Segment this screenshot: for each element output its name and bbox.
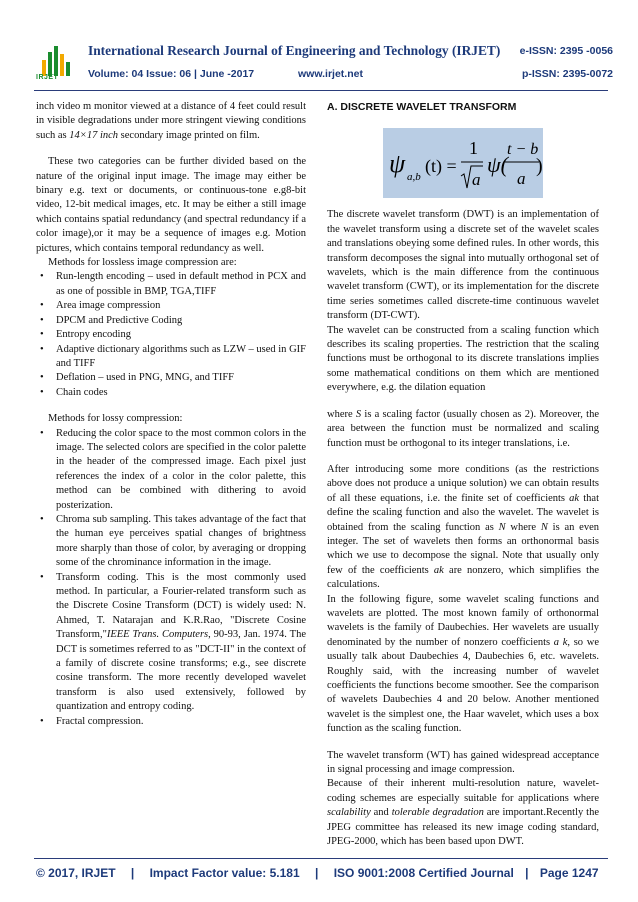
lossy-list (36, 427, 306, 730)
list-item: • Area image compression (36, 299, 306, 313)
footer-impact: Impact Factor value: 5.181 (149, 866, 300, 880)
logo-text: IRJET (36, 74, 59, 81)
list-item: • Transform coding. This is the most commonly used method. In particular, a Fourier-related transform such as the Discrete Cosine Transform (DCT) is widely used: N. Ahmed, T. Natarajan and K.R.Rao, "Discrete Cosine Transform,"IEEE Trans. Computers, 90-93, Jan. 1974. The DCT is sometimes referred to as "DCT-II" in the context of a family of discrete cosine transforms; e.g., see discrete cosine transform. The more recently developed wavelet transform is also used extensively, followed by quantization and entropy coding. (36, 571, 306, 715)
eq-close: ) (536, 155, 543, 178)
footer-page-number: Page 1247 (539, 866, 599, 880)
footer-divider (34, 858, 608, 859)
footer-iso: ISO 9001:2008 Certified Journal (333, 866, 514, 880)
footer-separator: | (130, 866, 135, 880)
paragraph: The wavelet can be constructed from a scaling function which describes its scaling properties. The restriction that the scaling functions must be orthogonal to its discrete translations implies some mathematical conditions on them which are mentioned everywhere, e.g. the dilation equation (327, 324, 599, 394)
section-title: A. DISCRETE WAVELET TRANSFORM (327, 101, 517, 113)
paragraph: These two categories can be further divided based on the nature of the original input image. The image may either be binary e.g. text or documents, or continuous-tone e.g8-bit video, 12-bit medical images, etc. It may be either a still image which contains spatial redundancy (and spectral redundancy if a color image),or it may be a sequence of images e.g. Motion pictures, which contains temporal redundancy as well. (36, 156, 306, 254)
journal-website-link[interactable]: www.irjet.net (298, 68, 363, 80)
list-item: • Entropy encoding (36, 328, 306, 342)
lossless-list (36, 270, 306, 400)
paragraph: Because of their inherent multi-resolution nature, wavelet-coding schemes are especially suitable for applications where scalability and tolerable degradation are important.Recently the JPEG committee has released its new image coding standard, JPEG-2000, which has been based upon DWT. (327, 778, 599, 848)
list-item: • Adaptive dictionary algorithms such as LZW – used in GIF and TIFF (36, 343, 306, 372)
paragraph: inch video m monitor viewed at a distance of 4 feet could result in visible degradations under more stringent viewing conditions such as 14×17 inch secondary image printed on film. (36, 101, 306, 141)
paragraph: The discrete wavelet transform (DWT) is an implementation of the wavelet transform using a discrete set of the wavelet scales and translations obeying some defined rules. In other words, this transform decomposes the signal into mutually orthogonal set of wavelets, which is the main difference from the continuous wavelet transform (CWT), or its implementation for the discrete time series sometimes called discrete-time continuous wavelet transform (DT-CWT). (327, 209, 599, 322)
eissn: e-ISSN: 2395 -0056 (519, 45, 613, 57)
pissn: p-ISSN: 2395-0072 (521, 68, 613, 80)
paragraph: In the following figure, some wavelet scaling functions and wavelets are plotted. The most known family of orthonormal wavelets is the family of Daubechies. Her wavelets are usually denominated by the number of nonzero coefficients a k, so we usually talk about Daubechies 4, Daubechies 6, etc. wavelets. Roughly said, with the increasing number of wavelet coefficients the functions become smoother. See the comparison of wavelets Daubechies 4 and 20 below. Another mentioned wavelet is the simplest one, the Haar wavelet, which uses a box function as the scaling function. (327, 593, 599, 735)
eq-sub: a,b (407, 171, 421, 184)
paragraph: where S is a scaling factor (usually chosen as 2). Moreover, the area between the function must be normalized and scaling function must be orthogonal to its integer translations, i.e. (327, 408, 600, 449)
eq-num: 1 (469, 138, 478, 159)
eq-t: (t) = (425, 156, 457, 177)
lossy-heading: Methods for lossy compression: (48, 413, 183, 425)
list-item: • Fractal compression. (36, 715, 306, 729)
volume-issue: Volume: 04 Issue: 06 | June -2017 (88, 68, 255, 80)
footer-separator: | (525, 866, 529, 880)
list-item: • Reducing the color space to the most common colors in the image. The selected colors are specified in the color palette in the header of the compressed image. Each pixel just references the index of a color in the color palette, this method can be combined with dithering to avoid posterization. (36, 427, 306, 513)
journal-title: International Research Journal of Engineering and Technology (IRJET) (88, 43, 501, 58)
wavelet-equation (383, 128, 543, 198)
footer-copyright: © 2017, IRJET (36, 866, 116, 880)
eq-num2: t − b (507, 141, 539, 159)
right-column (327, 100, 599, 849)
eq-den: a (472, 170, 481, 190)
list-item: • Chain codes (36, 386, 306, 400)
list-item: • Chroma sub sampling. This takes advantage of the fact that the human eye perceives spatial changes of brightness more sharply than those of color, by averaging or dropping some of the chrominance information in the image. (36, 513, 306, 571)
left-column (36, 100, 306, 729)
eq-psi: ψ (389, 149, 406, 179)
list-item: • Run-length encoding – used in default method in PCX and as one of possible in BMP, TGA,TIFF (36, 270, 306, 299)
footer-separator: | (315, 866, 319, 880)
list-item: • Deflation – used in PNG, MNG, and TIFF (36, 371, 306, 385)
list-item: • DPCM and Predictive Coding (36, 314, 306, 328)
eq-den2: a (517, 169, 526, 189)
header-divider (34, 90, 608, 91)
journal-header (28, 38, 613, 88)
paragraph: After introducing some more conditions (as the restrictions above does not produce a unique solution) we can obtain results of all these equations, i.e. the finite set of coefficients ak that define the scaling function and also the wavelet. The wavelet is obtained from the scaling function as N where N is an even integer. The set of wavelets then forms an orthonormal basis which we use to decompose the signal. Note that usually only few of the coefficients ak are nonzero, which simplifies the calculations. (327, 463, 599, 591)
lossless-heading: Methods for lossless image compression are: (48, 257, 237, 269)
page-footer (36, 866, 616, 880)
eq-psi2: ψ( (487, 152, 508, 178)
paragraph: The wavelet transform (WT) has gained widespread acceptance in signal processing and image compression. (327, 749, 599, 776)
